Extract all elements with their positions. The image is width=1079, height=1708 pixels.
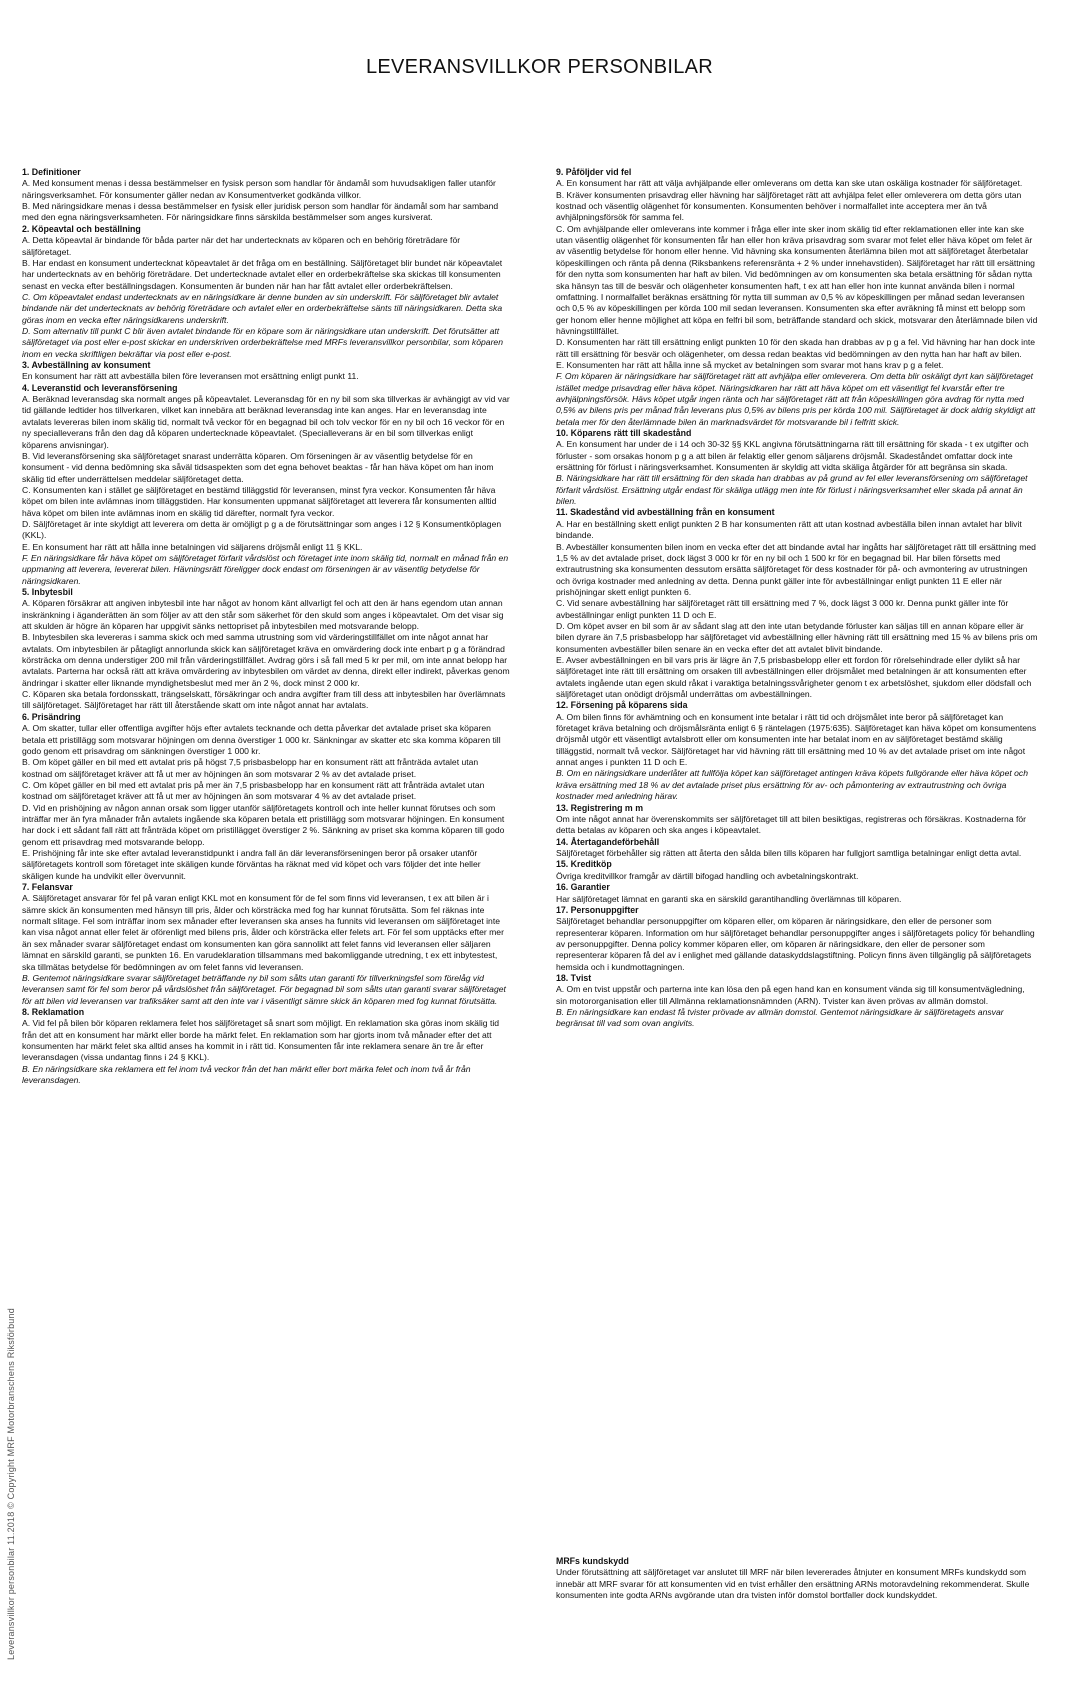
- section-paragraph: A. Detta köpeavtal är bindande för båda parter när det har undertecknats av köparen och en behörig företrädare för säljföretaget.: [22, 235, 461, 257]
- section-paragraph: A. En konsument har rätt att välja avhjälpande eller omleverans om detta kan ske utan oskäliga kostnader för säljföretaget.: [556, 178, 1023, 189]
- section-paragraph: D. Säljföretaget är inte skyldigt att leverera om detta är omöjligt p g a de förutsättningar som anges i 12 § Konsumentköplagen (KKL).: [22, 518, 502, 541]
- section-heading: 5. Inbytesbil: [22, 586, 73, 597]
- section-paragraph: B. En näringsidkare kan endast få tvister prövade av allmän domstol. Gentemot näringsidkare är säljföretagets ansvar begränsat till vad som ovan angivits.: [556, 1007, 1004, 1029]
- section-paragraph: A. Vid fel på bilen bör köparen reklamera felet hos säljföretaget så snart som möjligt. En reklamation ska göras inom skälig tid från det att en konsument har märkt eller borde ha märkt felet. En reklamation som har gjorts inom två månader efter det att konsumenten har märkt felet ska alltid anses ha kommit in i rätt tid. Konsumenten får inte reklamera senare än tre år efter leveransdagen (vissa undantag finns i 24 § KKL).: [22, 1018, 500, 1063]
- terms-section: [22, 1007, 510, 1086]
- terms-section: [556, 803, 1038, 837]
- section-paragraph: C. Vid senare avbeställning har säljföretaget rätt till ersättning med 7 %, dock lägst 3 000 kr. Denna punkt gäller inte för avbeställningar enligt punkten 11 D och E.: [556, 598, 1009, 620]
- terms-section: [556, 882, 1038, 905]
- section-paragraph: A. Beräknad leveransdag ska normalt anges på köpeavtalet. Leveransdag för en ny bil som ska tillverkas är avhängigt av vid var tid gällande ledtider hos tillverkaren, vilket kan innebära att beräknad leveransdag inte kan anges. Har en leveransdag inte avtalats levereras bilen inom skälig tid, normalt två veckor för en begagnad bil och tolv veckor för en ny bil och 16 veckor för en ny specialleverans från den dag då köparen undertecknade köpeavtalet. (Specialleverans är en bil som tillverkas enligt köparens anvisningar).: [22, 394, 510, 450]
- section-paragraph: C. Om avhjälpande eller omleverans inte kommer i fråga eller inte sker inom skälig tid efter reklamationen eller inte kan ske utan väsentlig olägenhet för konsumenten får han eller hon kräva prisavdrag som svarar mot felet eller häva köpet om felet är av väsentlig betydelse för honom eller henne. Vid hävning ska konsumenten återlämna bilen mot att säljföretaget återbetalar köpeskillingen och ränta på denna (Riksbankens referensränta + 2 % under innehavstiden). Säljföretaget har rätt till ersättning för den nytta som konsumenten har haft av bilen. Vid bedömningen av om konsumenten ska betala ersättning för sådan nytta ska hänsyn tas till de besvär och olägenheter konsumenten haft, t ex att han eller hon inte kunnat använda bilen i normal omfattning. I normalfallet beräknas ersättning för nytta till summan av 0,5 % av köpeskillingen per månad sedan leveransen och 0,5 % av köpeskillingen per körda 100 mil sedan leveransen. Konsumenten ska efter avräkning få minst ett belopp som ger honom eller henne möjlighet att köpa en felfri bil som, beträffande standard och skick, motsvarar den återlämnade bilen vid hävningstillfället.: [556, 223, 1038, 336]
- terms-section: [556, 700, 1038, 802]
- section-paragraph: E. En konsument har rätt att hålla inne betalningen vid säljarens dröjsmål enligt 11 § KKL.: [22, 541, 363, 552]
- section-heading: 9. Påföljder vid fel: [556, 167, 632, 177]
- section-heading: 16. Garantier: [556, 882, 610, 893]
- section-heading: 2. Köpeavtal och beställning: [22, 223, 141, 234]
- section-paragraph: C. Om köpeavtalet endast undertecknats av en näringsidkare är denne bunden av sin underskrift. För säljföretaget blir avtalet bindande när det undertecknats av behörig företrädare och avtalet eller en orderbekräftelse sänts till näringsidkaren. Detta ska göras inom en vecka efter näringsidkarens underskrift.: [22, 291, 503, 325]
- section-heading: 11. Skadestånd vid avbeställning från en konsument: [556, 507, 775, 518]
- section-paragraph: B. Vid leveransförsening ska säljföretaget snarast underrätta köparen. Om förseningen är av väsentlig betydelse för en konsument - vid denna bedömning ska såväl tidsaspekten som det egna behovet beaktas - får han häva köpet om han inom skälig tid efter underrättelsen meddelar säljföretaget detta.: [22, 450, 494, 484]
- section-paragraph: Säljföretaget behandlar personuppgifter om köparen eller, om köparen är näringsidkare, den eller de personer som representerar köparen. Information om hur säljföretaget behandlar personuppgifter anges i säljföretagets policy för behandling av personuppgifter. Denna policy kommer köparen eller, om köparen är näringsidkare, den eller de personer som representerar köparen få del av i enlighet med gällande dataskyddslagstiftning. Policyn finns även tillgänglig på säljföretagets hemsida och i kundmottagningen.: [556, 916, 1035, 972]
- kundskydd-heading: MRFs kundskydd: [556, 1556, 629, 1566]
- terms-section: [22, 224, 510, 360]
- section-paragraph: B. Kräver konsumenten prisavdrag eller hävning har säljföretaget rätt att avhjälpa felet eller omleverera om detta görs utan kostnad och väsentlig olägenhet för konsumenten. Konsumenten behöver i normalfallet inte acceptera mer än två avhjälpningsförsök för samma fel.: [556, 189, 1022, 223]
- terms-section: [22, 167, 510, 224]
- section-paragraph: A. Köparen försäkrar att angiven inbytesbil inte har något av honom känt allvarligt fel och att den är hans egendom utan annan inskränkning i äganderätten än som följer av att den står som säkerhet för den skuld som anges i köpeavtalet. Om det visar sig att skulden är högre än köparen har uppgivit sänks nettopriset på inbytesbilen med motsvarande belopp.: [22, 598, 504, 632]
- terms-section: [556, 837, 1038, 860]
- section-heading: 14. Återtagandeförbehåll: [556, 836, 660, 847]
- section-paragraph: F. En näringsidkare får häva köpet om säljföretaget förfarit vårdslöst och företaget inte inom skälig tid, normalt en månad från en uppmaning att leverera, levererat bilen. Hävningsrätt föreligger dock endast om förseningen är av väsentlig betydelse för näringsidkaren.: [22, 552, 509, 586]
- section-paragraph: E. Prishöjning får inte ske efter avtalad leveranstidpunkt i andra fall än där leveransförseningen beror på orsaker utanför säljföretagets kontroll som företaget inte skäligen kunde förväntas ha räknat med vid köpet och vars följder det inte heller skäligen kunde ha undvikit eller övervunnit.: [22, 848, 481, 881]
- section-paragraph: B. En näringsidkare ska reklamera ett fel inom två veckor från det han märkt eller bort märka felet och inom två år från leveransdagen.: [22, 1063, 471, 1085]
- section-heading: 18. Tvist: [556, 972, 592, 983]
- section-paragraph: A. Om skatter, tullar eller offentliga avgifter höjs efter avtalets tecknande och detta påverkar det avtalade priset ska köparen betala ett pristillägg som motsvarar höjningen om denna överstiger 1 000 kr. Sänkningar av skatter etc ska komma köparen till godo genom ett prisavdrag om sänkningen överstiger 1 000 kr.: [22, 723, 501, 756]
- section-paragraph: B. Har endast en konsument undertecknat köpeavtalet är det fråga om en beställning. Säljföretaget blir bundet när köpeavtalet har undertecknats av en behörig företrädare. Det undertecknade avtalet eller en orderbekräftelse ska skickas till konsumenten senast en vecka efter beställningsdagen. Konsumenten är bunden när han har fått avtalet eller orderbekräftelsen.: [22, 257, 503, 291]
- section-heading: 1. Definitioner: [22, 167, 81, 177]
- section-paragraph: En konsument har rätt att avbeställa bilen före leveransen mot ersättning enligt punkt 11.: [22, 371, 359, 382]
- section-paragraph: A. Med konsument menas i dessa bestämmelser en fysisk person som handlar för ändamål som huvudsakligen faller utanför näringsverksamhet. För konsumenter gäller nedan av Konsumentverket godkända villkor.: [22, 178, 496, 200]
- terms-section: [22, 712, 510, 882]
- section-paragraph: C. Om köpet gäller en bil med ett avtalat pris på mer än 7,5 prisbasbelopp har en konsument rätt att frånträda avtalet utan kostnad om säljföretaget kräver att få ut mer av höjningen än som motsvarar 4 % av det avtalade priset.: [22, 779, 485, 802]
- section-heading: 15. Kreditköp: [556, 859, 612, 870]
- section-heading: 7. Felansvar: [22, 882, 73, 893]
- section-paragraph: B. Gentemot näringsidkare svarar säljföretaget beträffande ny bil som sålts utan garanti för tillverkningsfel som förelåg vid leveransen samt för fel som beror på vårdslöshet från säljföretaget. För begagnad bil som sålts utan garanti svarar säljföretaget för att bilen vid leveransen var trafiksäker samt att den inte var i väsentligt sämre skick än köparen med fog kunnat förutsätta.: [22, 972, 506, 1006]
- left-column: [22, 167, 510, 1086]
- section-paragraph: D. Som alternativ till punkt C blir även avtalet bindande för en köpare som är näringsidkare utan underskrift. Det förutsätter att säljföretaget via post eller e-post skickar en underskriven orderbekräftelse med MRFs leveransvillkor personbilar, som köparen inom en vecka skriftligen bekräftar via post eller e-post.: [22, 325, 503, 359]
- section-paragraph: D. Konsumenten har rätt till ersättning enligt punkten 10 för den skada han drabbas av p g a fel. Vid hävning har han dock inte rätt till ersättning för besvär och olägenheter, om dessa redan beaktas vid bedömningen av den nytta han har haft av bilen.: [556, 337, 1036, 359]
- section-paragraph: B. Inbytesbilen ska levereras i samma skick och med samma utrustning som vid värderingstillfället om inte något annat har avtalats. Om inbytesbilen är påtagligt annorlunda skick kan säljföretaget kräva en omvärdering dock inte enbart p g a förändrad körsträcka om denna understiger 200 mil från värderingstillfället. Avdrag görs i så fall med 5 kr per mil, om inte annat belopp har avtalats. Parterna har också rätt att kräva omvärdering av inbytesbilen om värdet av denna, direkt eller indirekt, påverkas genom ändringar i skatter eller liknande myndighetsbeslut med mer än 2 %, dock minst 2 000 kr.: [22, 632, 510, 688]
- terms-section: [556, 167, 1038, 428]
- terms-section: [22, 587, 510, 712]
- section-heading: 13. Registrering m m: [556, 802, 644, 813]
- section-paragraph: Övriga kreditvillkor framgår av därtill bifogad handling och avbetalningskontrakt.: [556, 870, 859, 881]
- terms-section: [556, 507, 1038, 700]
- section-paragraph: F. Om köparen är näringsidkare har säljföretaget rätt att avhjälpa eller omleverera. Om detta blir oskäligt dyrt kan säljföretaget istället medge prisavdrag eller häva köpet. Näringsidkaren har rätt att häva köpet om ett väsentligt fel kvarstår efter tre avhjälpningsförsök. Hävs köpet utgår ingen ränta och har säljföretaget rätt att från köpeskillingen göra avdrag för nytta med 0,5% av bilens pris per månad från leverans plus 0,5% av bilens pris per körda 100 mil. Säljföretaget är dock aldrig skyldigt att betala mer för den återlämnade bilen än marknadsvärdet för motsvarande bil i felfritt skick.: [556, 371, 1036, 427]
- section-paragraph: D. Om köpet avser en bil som är av sådant slag att den inte utan betydande förluster kan säljas till en annan köpare eller är bilen dyrare än 7,5 prisbasbelopp har säljföretaget vid avbeställning eller hävning rätt till ersättning med 15 % av bilens pris om konsumenten avbeställer bilen senare än en vecka efter det att avtalet blivit bindande.: [556, 620, 1038, 654]
- right-column: [556, 167, 1038, 1030]
- section-paragraph: Har säljföretaget lämnat en garanti ska en särskild garantihandling överlämnas till köparen.: [556, 893, 902, 904]
- section-paragraph: B. Avbeställer konsumenten bilen inom en vecka efter det att bindande avtal har ingåtts har säljföretaget rätt till ersättning med 1,5 % av det avtalade priset, dock lägst 3 000 kr för en ny bil och 1 500 kr för en begagnad bil. Har bilen försetts med extrautrustning ska konsumenten dessutom ersätta säljföretaget för dess kostnader för på- och avmontering av utrustningen och övriga kostnader med anledning av detta. Denna punkt gäller inte för avbeställningar enligt punkten 11 E eller när prishöjningar skett enligt punkten 6.: [556, 541, 1036, 597]
- section-paragraph: E. Konsumenten har rätt att hålla inne så mycket av betalningen som svarar mot hans krav p g a felet.: [556, 359, 944, 370]
- section-paragraph: C. Konsumenten kan i stället ge säljföretaget en bestämd tilläggstid för leveransen, minst fyra veckor. Konsumenten får häva köpet om bilen inte avlämnas inom tilläggstiden. Har konsumenten uppmanat säljföretaget att leverera får konsumenten alltid häva köpet om bilen inte avlämnas inom en skälig tid därefter, normalt fyra veckor.: [22, 484, 497, 518]
- terms-section: [22, 882, 510, 1007]
- section-heading: 10. Köparens rätt till skadestånd: [556, 427, 692, 438]
- section-paragraph: B. Om köpet gäller en bil med ett avtalat pris på högst 7,5 prisbasbelopp har en konsument rätt att frånträda avtalet utan kostnad om säljföretaget kräver att få ut mer av höjningen än som motsvarar 2 % av det avtalade priset.: [22, 757, 479, 779]
- section-paragraph: A. Om bilen finns för avhämtning och en konsument inte betalar i rätt tid och dröjsmålet inte beror på säljföretaget kan företaget kräva betalning och dröjsmålsränta enligt 6 § räntelagen (1975:635). Säljföretaget kan häva köpet om konsumentens dröjsmål utgör ett väsentligt avtalsbrott eller om konsumenten inte har betalat inom en av säljföretaget bestämd skälig tilläggstid, normalt två veckor. Säljföretaget har vid hävning rätt till ersättning med 10 % av det avtalade priset om inte något annat anges i punkten 11 D och E.: [556, 711, 1037, 768]
- terms-section: [556, 859, 1038, 882]
- section-paragraph: B. Näringsidkare har rätt till ersättning för den skada han drabbas av på grund av fel eller leveransförsening om säljföretaget förfarit vårdslöst. Ersättning utgår endast för skäliga utlägg men inte för förlust i näringsverksamhet eller skada på annat än bilen.: [556, 473, 1028, 507]
- section-heading: 17. Personuppgifter: [556, 904, 639, 915]
- section-paragraph: A. Säljföretaget ansvarar för fel på varan enligt KKL mot en konsument för de fel som finns vid leveransen, t ex att bilen är i sämre skick än konsumenten med hänsyn till pris, ålder och körsträcka med fog har kunnat förutsätta. Som fel räknas inte normalt slitage. Fel som inträffar inom sex månader efter leveransen ska anses ha funnits vid leveransen om säljföretaget inte kan visa något annat eller felet är oförenligt med bilens pris, ålder och körsträcka eller felets art. För fel som upptäcks efter mer än sex månader svarar säljföretaget endast om konsumenten kan göra sannolikt att felet fanns vid leveransen eller säljaren lämnat en särskild garanti, se punkten 16. En varudeklaration tillsammans med bakomliggande utredning, t ex ett inbytestest, ska tillmätas betydelse för bedömningen av om felet fanns vid leveransen.: [22, 893, 504, 972]
- section-paragraph: D. Vid en prishöjning av någon annan orsak som ligger utanför säljföretagets kontroll och inte heller kunnat förutses och som inträffar mer än fyra månader från avtalets ingående ska köparen betala ett pristillägg som motsvarar höjningen. En konsument har dock i ett sådant fall rätt att frånträda köpet om pristillägget överstiger 2 %. Sänkning av priset ska komma köparen till godo genom ett prisavdrag med motsvarande belopp.: [22, 802, 505, 847]
- kundskydd-section: [556, 1556, 1038, 1601]
- section-paragraph: B. Med näringsidkare menas i dessa bestämmelser en fysisk eller juridisk person som handlar för ändamål som har samband med den egna näringsverksamheten. För näringsidkare finns särskilda bestämmelser som anges kursiverat.: [22, 201, 499, 223]
- terms-section: [556, 428, 1038, 507]
- section-paragraph: Säljföretaget förbehåller sig rätten att återta den sålda bilen tills köparen har fullgjort samtliga betalningar enligt detta avtal.: [556, 848, 1022, 858]
- section-heading: 3. Avbeställning av konsument: [22, 359, 151, 370]
- copyright-side-note: Leveransvillkor personbilar 11.2018 © Copyright MRF Motorbranschens Riksförbund: [6, 1308, 16, 1660]
- terms-section: [22, 360, 510, 383]
- section-heading: 8. Reklamation: [22, 1006, 85, 1017]
- section-paragraph: A. Om en tvist uppstår och parterna inte kan lösa den på egen hand kan en konsument vända sig till konsumentvägledning, sin motororganisation eller till Allmänna reklamationsnämnden (ARN). Tvister kan även prövas av allmän domstol.: [556, 984, 1025, 1006]
- section-paragraph: A. Har en beställning skett enligt punkten 2 B har konsumenten rätt att utan kostnad avbeställa bilen innan avtalet har blivit bindande.: [556, 518, 1022, 541]
- section-paragraph: Om inte något annat har överenskommits ser säljföretaget till att bilen besiktigas, registreras och försäkras. Kostnaderna för detta betalas av köparen och ska anges i köpeavtalet.: [556, 813, 1027, 836]
- section-paragraph: B. Om en näringsidkare underlåter att fullfölja köpet kan säljföretaget antingen kräva köpets fullgörande eller häva köpet och kräva ersättning med 18 % av det avtalade priset plus ersättning för av- och påmontering av extrautrustning och övriga kostnader med anledning härav.: [556, 768, 1028, 802]
- terms-section: [556, 973, 1038, 1030]
- terms-section: [556, 905, 1038, 973]
- section-heading: 12. Försening på köparens sida: [556, 700, 688, 711]
- section-paragraph: E. Avser avbeställningen en bil vars pris är lägre än 7,5 prisbasbelopp eller ett fordon för rörelsehindrade eller dylikt så har säljföretaget inte rätt till ersättning om orsaken till avbeställningen eller dröjsmålet med betalningen är att konsumenten efter avtalets ingående utan egen skuld råkat i varaktiga betalningssvårigheter genom t ex arbetslöshet, sjukdom eller dödsfall och säljföretaget utan onödigt dröjsmål underrättas om avbeställningen.: [556, 654, 1032, 699]
- page-title: LEVERANSVILLKOR PERSONBILAR: [365, 56, 714, 78]
- terms-section: [22, 383, 510, 587]
- kundskydd-text: Under förutsättning att säljföretaget var anslutet till MRF när bilen levererades åtnjuter en konsument MRFs kundskydd som innebär att MRF svarar för att konsumenten vid en tvist erhåller den ersättning ARNs motoravdelning rekommenderat. Skulle konsumenten inte godta ARNs avgörande utan dra tvisten inför domstol bortfaller dock kundskyddet.: [556, 1567, 1030, 1601]
- section-paragraph: C. Köparen ska betala fordonsskatt, trängselskatt, försäkringar och andra avgifter fram till dess att inbytesbilen har överlämnats till säljföretaget. Säljföretaget har rätt till återstående skatt om inte något annat har avtalats.: [22, 689, 506, 711]
- section-heading: 6. Prisändring: [22, 711, 81, 722]
- section-paragraph: A. En konsument har under de i 14 och 30-32 §§ KKL angivna förutsättningarna rätt till ersättning för skada - t ex utgifter och förluster - som orsakas honom p g a att bilen är felaktig eller genom säljarens dröjsmål. Skadeståndet omfattar dock inte ersättning för förlust i näringsverksamhet. Konsumenten är skyldig att vidta skäliga åtgärder för att begränsa sin skada.: [556, 439, 1029, 473]
- section-heading: 4. Leveranstid och leveransförsening: [22, 382, 178, 393]
